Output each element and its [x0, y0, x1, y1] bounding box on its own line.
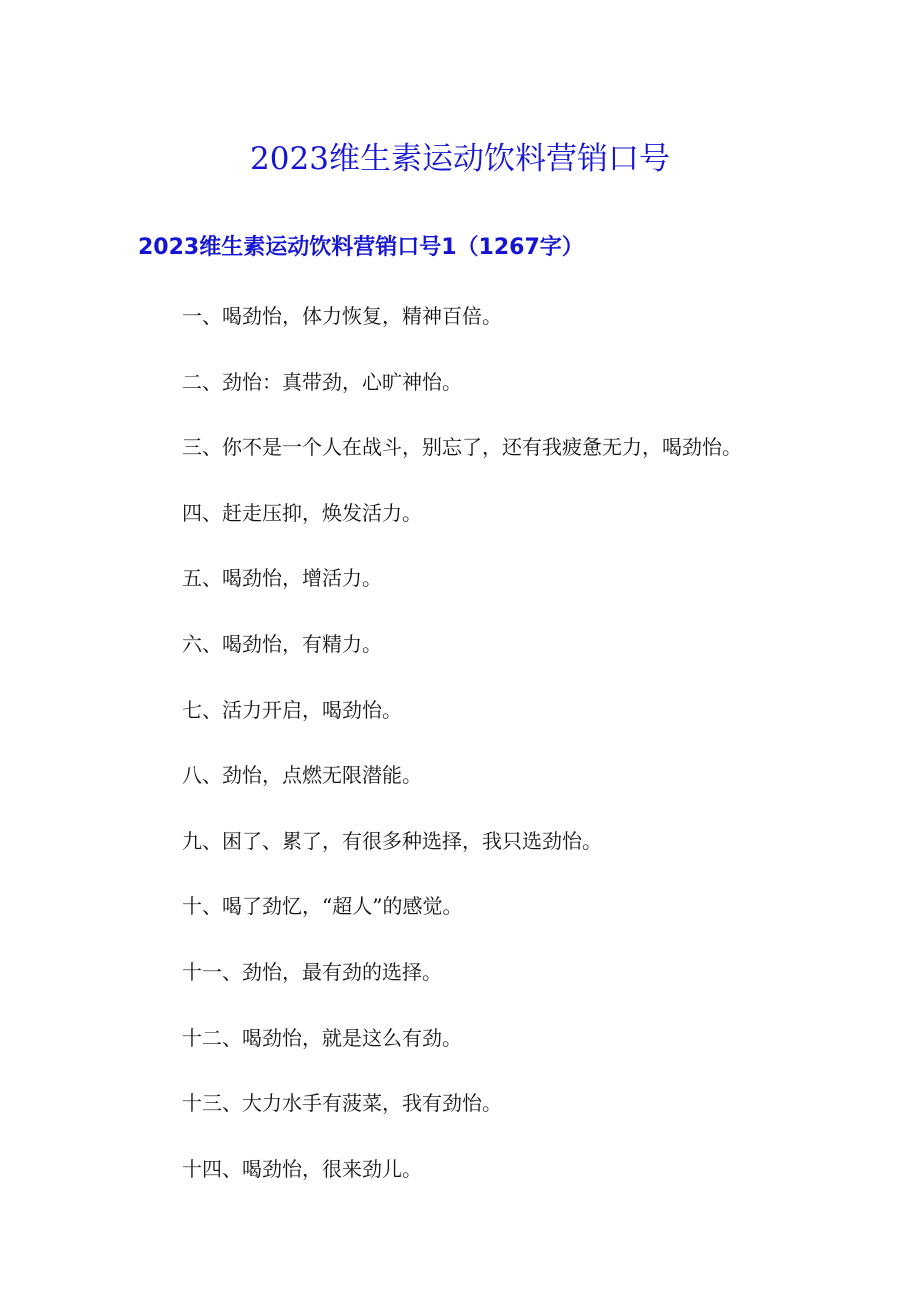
slogan-item: 九、困了、累了，有很多种选择，我只选劲怡。: [182, 828, 602, 853]
slogan-item: 八、劲怡，点燃无限潜能。: [182, 763, 422, 788]
slogan-item: 一、喝劲怡，体力恢复，精神百倍。: [182, 304, 502, 328]
slogan-item: 十、喝了劲忆，“超人”的感觉。: [182, 894, 463, 919]
slogan-item: 七、活力开启，喝劲怡。: [182, 697, 402, 722]
slogan-item: 六、喝劲怡，有精力。: [182, 631, 382, 656]
slogan-item: 二、劲怡：真带劲，心旷神怡。: [182, 369, 462, 394]
section-heading: 2023维生素运动饮料营销口号1（1267字）: [138, 235, 584, 260]
slogan-item: 四、赶走压抑，焕发活力。: [182, 500, 422, 525]
slogan-list: [182, 298, 742, 1216]
slogan-item: 十一、劲怡，最有劲的选择。: [182, 959, 442, 984]
slogan-item: 十二、喝劲怡，就是这么有劲。: [182, 1025, 462, 1050]
slogan-item: 十三、大力水手有菠菜，我有劲怡。: [182, 1091, 502, 1116]
slogan-item: 五、喝劲怡，增活力。: [182, 566, 382, 591]
slogan-item: 三、你不是一个人在战斗，别忘了，还有我疲惫无力，喝劲怡。: [182, 435, 742, 460]
slogan-item: 十四、喝劲怡，很来劲儿。: [182, 1156, 422, 1181]
document-title: 2023维生素运动饮料营销口号: [250, 141, 670, 177]
